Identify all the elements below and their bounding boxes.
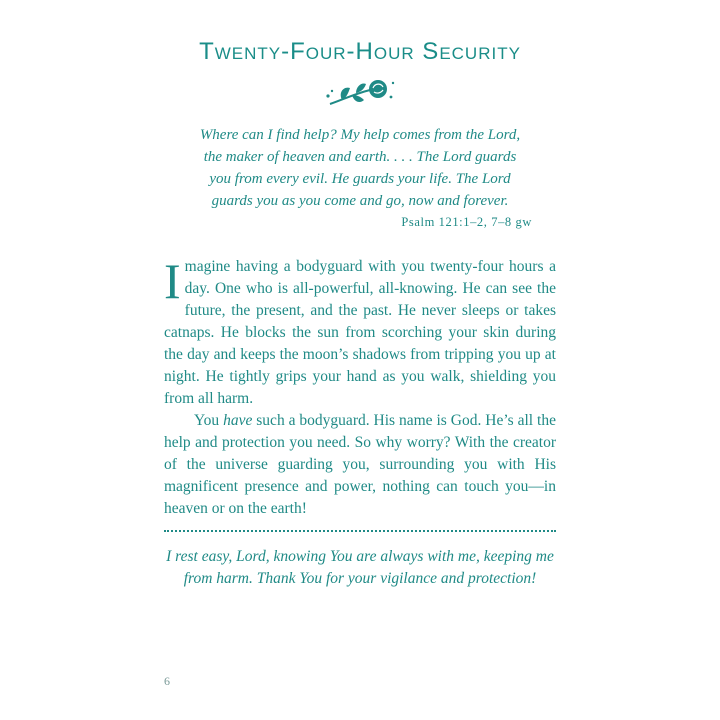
paragraph-text: magine having a bodyguard with you twenty-four hours a day. One who is all-powerful, all-knowing. He can see the future, the present, and the past. He never sleeps or takes catnaps. He blocks the sun from scorching your skin during the day and keeps the moon’s shadows from tripping you up at night. He tightly grips your hand as you walk, shielding you from all harm. <box>164 258 556 407</box>
body-paragraph <box>164 253 556 410</box>
devotional-body <box>164 253 556 520</box>
verse-reference: Psalm 121:1–2, 7–8 gw <box>401 215 532 229</box>
rose-branch-icon <box>320 74 400 108</box>
body-paragraph <box>164 410 556 520</box>
verse-line: guards you as you come and go, now and forever. <box>211 193 509 209</box>
dotted-divider <box>164 530 556 532</box>
drop-cap: I <box>164 253 181 309</box>
closing-prayer <box>150 546 570 590</box>
emphasis-text: have <box>223 412 253 429</box>
scripture-quote <box>160 124 560 233</box>
paragraph-text: such a bodyguard. His name is God. He’s all the help and protection you need. So why worry? With the creator of the universe guarding you, surrounding you with His magnificent presence and power, nothing can touch you—in heaven or on the earth! <box>164 412 556 517</box>
verse-line: Where can I find help? My help comes from the Lord, <box>199 127 521 143</box>
verse-line: the maker of heaven and earth. . . . The Lord guards <box>203 149 517 165</box>
prayer-line: I rest easy, Lord, knowing You are always with me, keeping me <box>166 548 554 565</box>
verse-line: you from every evil. He guards your life. The Lord <box>209 171 511 187</box>
prayer-line: from harm. Thank You for your vigilance and protection! <box>183 570 537 587</box>
paragraph-text: You <box>194 412 224 429</box>
page-number: 6 <box>164 674 170 688</box>
page-title: Twenty-Four-Hour Security <box>199 38 521 65</box>
